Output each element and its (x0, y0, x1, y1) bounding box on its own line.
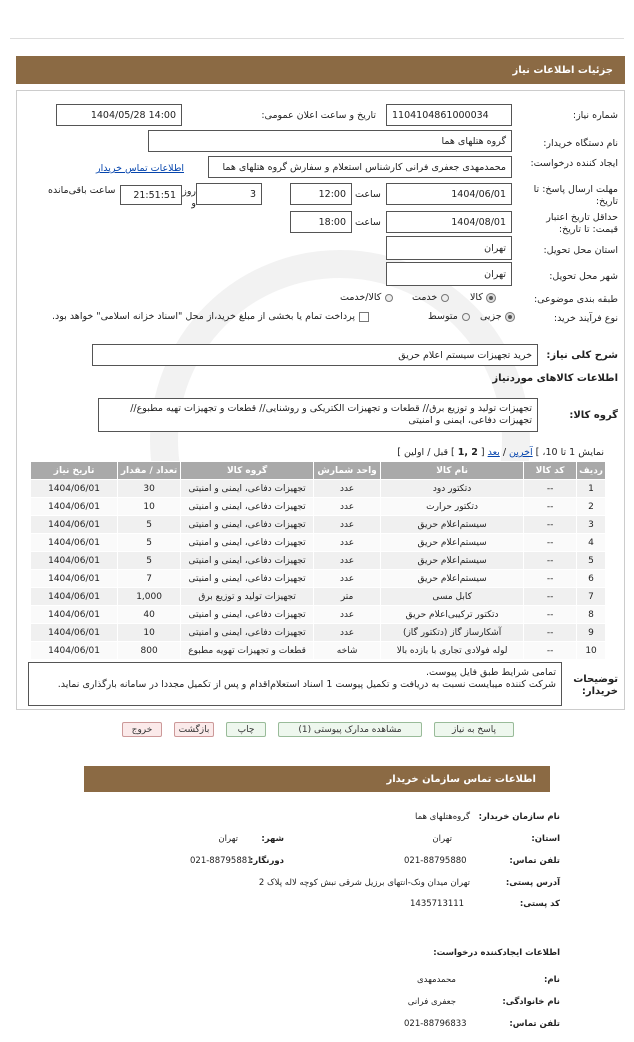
deadline-label: مهلت ارسال پاسخ: تا تاریخ: (533, 184, 618, 207)
table-row (31, 606, 606, 624)
pagination-last[interactable]: آخرین (509, 447, 533, 458)
table-cell: دتکتور ترکیبی‌اعلام حریق (381, 606, 524, 624)
table-cell: -- (524, 534, 577, 552)
table-cell: 1404/06/01 (31, 588, 118, 606)
table-row (31, 516, 606, 534)
table-row (31, 552, 606, 570)
table-cell: -- (524, 624, 577, 642)
back-button[interactable]: بازگشت (174, 722, 214, 737)
contact-postal: 1435713111 (410, 899, 465, 909)
validity-time-label: ساعت (355, 217, 381, 228)
table-cell: عدد (314, 534, 381, 552)
table-header-row (31, 462, 606, 480)
table-cell: تجهیزات دفاعی، ایمنی و امنیتی (181, 570, 314, 588)
radio-selected-icon[interactable] (487, 294, 495, 302)
table-cell: 10 (118, 624, 181, 642)
table-cell: شاخه (314, 642, 381, 660)
table-cell: 1404/06/01 (31, 516, 118, 534)
buyer-org-field: گروه هتلهای هما (148, 130, 512, 152)
process-label: نوع فرآیند خرید: (553, 313, 618, 324)
table-cell: عدد (314, 552, 381, 570)
col-header: واحد شمارش (314, 462, 381, 480)
table-cell: 7 (118, 570, 181, 588)
table-cell: عدد (314, 570, 381, 588)
pagination-showing: نمایش 1 تا 10، (542, 447, 604, 458)
need-number-label: شماره نیاز: (572, 110, 618, 121)
contact-province: تهران (432, 834, 452, 844)
category-option-service[interactable]: خدمت (412, 292, 449, 303)
creator-field: محمدمهدی جعفری فرانی کارشناس استعلام و سفارش گروه هتلهای هما (208, 156, 512, 178)
city-field: تهران (386, 262, 512, 286)
table-cell: سیستم‌اعلام حریق (381, 516, 524, 534)
need-number-field: 1104104861000034 (386, 104, 512, 126)
creator-info-title: اطلاعات ایجادکننده درخواست: (433, 948, 560, 958)
table-cell: 1 (577, 480, 606, 498)
table-cell: 800 (118, 642, 181, 660)
table-cell: کابل مسی (381, 588, 524, 606)
reply-button[interactable]: پاسخ به نیاز (434, 722, 514, 737)
table-cell: عدد (314, 498, 381, 516)
creator-family: جعفری فرانی (407, 997, 456, 1007)
table-cell: عدد (314, 516, 381, 534)
creator-phone-label: تلفن تماس: (509, 1019, 560, 1029)
table-cell: تجهیزات دفاعی، ایمنی و امنیتی (181, 624, 314, 642)
contact-province-label: استان: (531, 834, 560, 844)
notes-line-1: تمامی شرایط طبق فایل پیوست. (426, 667, 556, 678)
table-cell: 1404/06/01 (31, 624, 118, 642)
table-row (31, 498, 606, 516)
contact-org-label: نام سازمان خریدار: (478, 812, 560, 822)
table-cell: 1404/06/01 (31, 570, 118, 588)
payment-checkbox-row[interactable] (52, 311, 369, 322)
table-cell: تجهیزات دفاعی، ایمنی و امنیتی (181, 498, 314, 516)
table-cell: 5 (118, 534, 181, 552)
remaining-time-field: 21:51:51 (120, 185, 182, 205)
table-cell: دتکتور حرارت (381, 498, 524, 516)
process-option-medium[interactable]: متوسط (428, 311, 470, 322)
validity-date-field[interactable]: 1404/08/01 (386, 211, 512, 233)
contact-fax-label: دورنگار: (249, 856, 284, 866)
table-cell: 1404/06/01 (31, 480, 118, 498)
province-label: استان محل تحویل: (543, 245, 618, 256)
col-header: ردیف (577, 462, 606, 480)
notes-field (28, 662, 562, 706)
category-label: طبقه بندی موضوعی: (533, 294, 618, 305)
notes-line-2: شرکت کننده میبایست نسبت به دریافت و تکمیل پیوست 1 اسناد استعلام‌اقدام و پس از تکمیل مجددا در سامانه بارگذاری نماید. (57, 679, 556, 690)
table-cell: سیستم‌اعلام حریق (381, 552, 524, 570)
table-cell: 1404/06/01 (31, 642, 118, 660)
print-button[interactable]: چاپ (226, 722, 266, 737)
radio-icon[interactable] (441, 294, 449, 302)
deadline-time-label: ساعت (355, 189, 381, 200)
pagination-pages[interactable]: 2 ,1 (457, 447, 478, 458)
table-cell: قطعات و تجهیزات تهویه مطبوع (181, 642, 314, 660)
table-cell: تجهیزات دفاعی، ایمنی و امنیتی (181, 516, 314, 534)
pagination: نمایش 1 تا 10، ] آخرین / بعد [ 2 ,1 ] قبل / اولین ] (397, 447, 604, 458)
table-cell: 1404/06/01 (31, 498, 118, 516)
table-cell: -- (524, 498, 577, 516)
table-cell: 30 (118, 480, 181, 498)
announce-label: تاریخ و ساعت اعلان عمومی: (261, 110, 376, 121)
goods-info-title: اطلاعات کالاهای مورد‌نیاز (492, 373, 618, 384)
contact-city-label: شهر: (261, 834, 284, 844)
table-cell: 1404/06/01 (31, 552, 118, 570)
col-header: تعداد / مقدار (118, 462, 181, 480)
table-cell: 5 (118, 552, 181, 570)
table-cell: 6 (577, 570, 606, 588)
table-cell: سیستم‌اعلام حریق (381, 570, 524, 588)
table-cell: لوله فولادی تجاری با بازده بالا (381, 642, 524, 660)
table-cell: 4 (577, 534, 606, 552)
table-cell: 2 (577, 498, 606, 516)
radio-icon[interactable] (462, 313, 470, 321)
page-header (16, 56, 625, 84)
table-row (31, 588, 606, 606)
contact-address: تهران میدان ونک-انتهای برزیل شرقی نبش کوچه لاله پلاک 2 (258, 878, 470, 888)
table-cell: 40 (118, 606, 181, 624)
validity-label: حداقل تاریخ اعتبار قیمت: تا تاریخ: (546, 212, 618, 235)
group-label: گروه کالا: (569, 410, 618, 421)
table-cell: 1,000 (118, 588, 181, 606)
pagination-next[interactable]: بعد (487, 447, 500, 458)
creator-family-label: نام خانوادگی: (502, 997, 560, 1007)
contact-city: تهران (218, 834, 238, 844)
category-option-goods[interactable]: کالا (470, 292, 495, 303)
table-cell: 8 (577, 606, 606, 624)
table-body (31, 480, 606, 660)
table-cell: -- (524, 588, 577, 606)
table-row (31, 480, 606, 498)
contact-header (84, 766, 550, 792)
table-cell: 7 (577, 588, 606, 606)
table-cell: -- (524, 552, 577, 570)
col-header: گروه کالا (181, 462, 314, 480)
table-cell: عدد (314, 624, 381, 642)
table-cell: 1404/06/01 (31, 606, 118, 624)
col-header: کد کالا (524, 462, 577, 480)
table-row (31, 570, 606, 588)
table-cell: 5 (118, 516, 181, 534)
city-label: شهر محل تحویل: (549, 271, 618, 282)
notes-label: توضیحات خریدار: (573, 674, 618, 697)
contact-postal-label: کد پستی: (519, 899, 560, 909)
table-cell: تجهیزات دفاعی، ایمنی و امنیتی (181, 606, 314, 624)
table-row (31, 642, 606, 660)
radio-selected-icon[interactable] (506, 313, 514, 321)
table-cell: 5 (577, 552, 606, 570)
category-option-both[interactable]: کالا/خدمت (340, 292, 393, 303)
days-field: 3 (196, 183, 262, 205)
announce-field: 1404/05/28 14:00 (56, 104, 182, 126)
buyer-org-label: نام دستگاه خریدار: (543, 138, 618, 149)
table-cell: -- (524, 480, 577, 498)
validity-time-field[interactable]: 18:00 (290, 211, 352, 233)
contact-org: گروه‌هتلهای هما (414, 812, 470, 822)
table-cell: 9 (577, 624, 606, 642)
contact-phone-label: تلفن تماس: (509, 856, 560, 866)
table-cell: متر (314, 588, 381, 606)
table-cell: -- (524, 642, 577, 660)
table-cell: آشکارساز گاز (دتکتور گاز) (381, 624, 524, 642)
col-header: نام کالا (381, 462, 524, 480)
deadline-time-field[interactable]: 12:00 (290, 183, 352, 205)
days-label: روز و (182, 186, 196, 209)
summary-label: شرح کلی نیاز: (546, 350, 618, 361)
exit-button[interactable]: خروج (122, 722, 162, 737)
table-cell: عدد (314, 606, 381, 624)
table-row (31, 534, 606, 552)
pagination-prev[interactable]: قبل (433, 447, 448, 458)
top-divider (10, 38, 624, 39)
pagination-first[interactable]: اولین (403, 447, 425, 458)
table-cell: دتکتور دود (381, 480, 524, 498)
table-cell: تجهیزات دفاعی، ایمنی و امنیتی (181, 534, 314, 552)
contact-address-label: آدرس پستی: (505, 878, 560, 888)
summary-field: خرید تجهیزات سیستم اعلام حریق (92, 344, 538, 366)
view-docs-button[interactable]: مشاهده مدارک پیوستی (1) (278, 722, 422, 737)
table-cell: 10 (118, 498, 181, 516)
col-header: تاریخ نیاز (31, 462, 118, 480)
page-title: جزئیات اطلاعات نیاز (512, 64, 613, 76)
table-cell: -- (524, 606, 577, 624)
table-cell: سیستم‌اعلام حریق (381, 534, 524, 552)
process-option-minor[interactable]: جزیی (480, 311, 514, 322)
contact-info-link[interactable]: اطلاعات تماس خریدار (96, 163, 185, 174)
contact-phone: 021-88795880 (404, 856, 467, 866)
contact-title: اطلاعات تماس سازمان خریدار (386, 773, 536, 785)
checkbox-icon[interactable] (359, 312, 369, 322)
table-cell: تجهیزات دفاعی، ایمنی و امنیتی (181, 552, 314, 570)
table-cell: 3 (577, 516, 606, 534)
table-cell: تجهیزات تولید و توزیع برق (181, 588, 314, 606)
payment-note: پرداخت تمام یا بخشی از مبلغ خرید،از محل "اسناد خزانه اسلامی" خواهد بود. (52, 311, 355, 322)
contact-fax: 021-88795881 (190, 856, 253, 866)
radio-icon[interactable] (385, 294, 393, 302)
creator-name-label: نام: (543, 975, 560, 985)
table-cell: 10 (577, 642, 606, 660)
table-cell: تجهیزات دفاعی، ایمنی و امنیتی (181, 480, 314, 498)
items-table (30, 461, 606, 660)
table-row (31, 624, 606, 642)
table-cell: عدد (314, 480, 381, 498)
table-cell: 1404/06/01 (31, 534, 118, 552)
remaining-label: ساعت باقی‌مانده (48, 185, 116, 196)
creator-phone: 021-88796833 (404, 1019, 467, 1029)
creator-name: محمدمهدی (416, 975, 456, 985)
table-cell: -- (524, 516, 577, 534)
group-field: تجهیزات تولید و توزیع برق// قطعات و تجهیزات الکتریکی و روشنایی// قطعات و تجهیزات تهیه مطبوع// تجهیزات دفاعی، ایمنی و امنیتی (98, 398, 538, 432)
table-cell: -- (524, 570, 577, 588)
creator-label: ایجاد کننده درخواست: (530, 158, 618, 169)
province-field: تهران (386, 236, 512, 260)
deadline-date-field[interactable]: 1404/06/01 (386, 183, 512, 205)
